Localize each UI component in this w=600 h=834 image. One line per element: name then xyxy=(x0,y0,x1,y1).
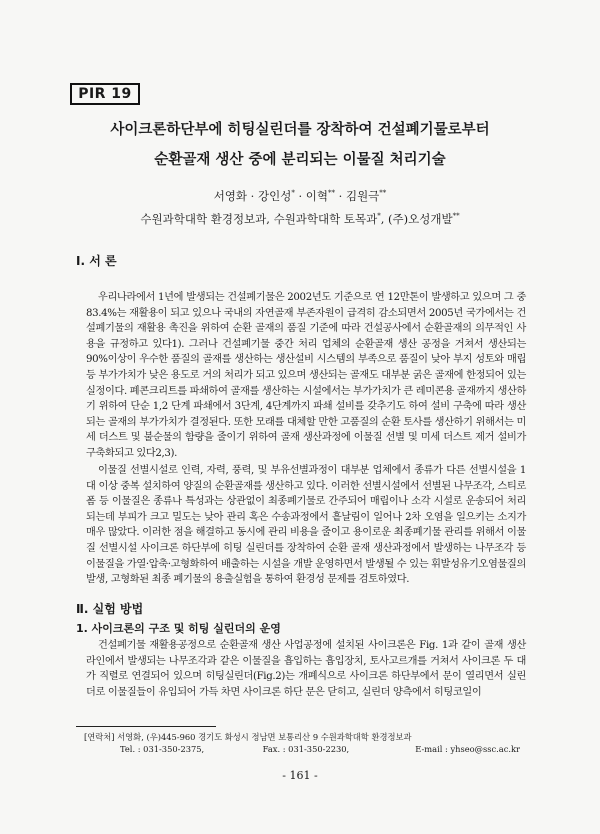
footnote-details xyxy=(120,744,520,754)
intro-paragraph-1: 우리나라에서 1년에 발생되는 건설폐기물은 2002년도 기준으로 연 12만톤이 발생하고 있으며 그 중 83.4%는 재활용이 되고 있으나 국내의 자연골재 부존자원이 급격히 감소되면서 2005년 국가에서는 건설폐기물의 재활용 촉진을 위하여 순환 골재의 품질 기준에 따라 건설공사에서 순환골재의 의무적인 사용을 규정하고 있다1). 그러나 건설폐기물 중간 처리 업체의 순환골재 생산 공정을 거쳐서 생산되는 90%이상이 우수한 품질의 골재를 생산하는 생산설비 시스템의 부족으로 품질이 낮아 부지 성토와 매립 등 부가가치가 낮은 용도로 거의 처리가 되고 있으며 생산되는 골재도 대부분 굵은 골재에 한정되어 있는 실정이다. 폐콘크리트를 파쇄하여 골재를 생산하는 시설에서는 부가가치가 큰 레미콘용 골재까지 생산하기 위하여 단순 1,2 단계 파쇄에서 3단계, 4단계까지 파쇄 설비를 갖추기도 하여 설비 구축에 따라 생산되는 골재의 부가가치가 결정된다. 또한 모래를 대체할 만한 고품질의 순환 토사를 생산하기 위해서는 미세 더스트 및 불순물의 함량을 줄이기 위하여 골재 생산과정에 이물질 선별 및 미세 더스트 제거 설비가 구축화되고 있다2,3). xyxy=(86,292,526,459)
method-subheading: 1. 사이크론의 구조 및 히팅 실린더의 운영 xyxy=(76,622,281,635)
intro-heading: Ⅰ. 서 론 xyxy=(76,254,117,268)
footnote-contact: [연락처] 서영화, (우)445-960 경기도 화성시 정남면 보통리산 9 수원과학대학 환경정보과 xyxy=(84,732,412,742)
footnote-fax: Fax. : 031-350-2230, xyxy=(262,744,350,754)
paper-id-tag: PIR 19 xyxy=(70,83,140,105)
footnote-email: E-mail : yhseo@ssc.ac.kr xyxy=(415,744,521,754)
page-number: - 161 - xyxy=(282,769,318,782)
affiliation: 수원과학대학 환경정보과, 수원과학대학 토목과*, (주)오성개발** xyxy=(140,212,460,226)
method-heading: Ⅱ. 실험 방법 xyxy=(76,602,144,616)
footnote-tel: Tel. : 031-350-2375, xyxy=(120,744,205,754)
title-line-1: 사이크론하단부에 히팅실린더를 장착하여 건설폐기물로부터 xyxy=(110,122,490,138)
authors: 서영화 · 강인성* · 이혁** · 김원극** xyxy=(213,189,387,203)
footnote-rule xyxy=(76,726,216,727)
method-paragraph-1: 건설폐기물 재활용공정으로 순환골재 생산 사업공정에 설치된 사이크론은 Fig. 1과 같이 골재 생산 라인에서 발생되는 나무조각과 같은 이물질을 흡입하는 흡입장치, 토사고르개를 거쳐서 사이크론 두 대가 직렬로 연결되어 있으며 히팅실린더(Fig.2)는 개폐식으로 사이크론 하단부에서 문이 열리면서 실린더로 이물질들이 유입되어 가득 차면 사이크론 하단 문은 닫히고, 실린더 양측에서 히팅코일이 xyxy=(86,640,526,698)
intro-paragraph-2: 이물질 선별시설로 인력, 자력, 풍력, 및 부유선별과정이 대부분 업체에서 종류가 다른 선별시설을 1대 이상 중복 설치하여 양질의 순환골재를 생산하고 있다. 이러한 선별시설에서 선별된 나무조각, 스티로폼 등 이물질은 종류나 특성과는 상관없이 최종폐기물로 간주되어 매립이나 소각 시설로 운송되어 처리되는데 부피가 크고 밀도는 낮아 관리 혹은 수송과정에서 흩날림이 일어나 2차 오염을 일으키는 소지가 매우 많았다. 이러한 점을 해결하고 동시에 관리 비용을 줄이고 용이로운 최종폐기물 관리를 위해서 이물질 선별시설 사이크론 하단부에 히팅 실린더를 장착하여 순환 골재 생산과정에서 발생하는 나무조각 등 이물질을 가열·압축·고형화하여 배출하는 시설을 개발 운영하면서 발생될 수 있는 휘발성유기오염물질의 발생, 고형화된 최종 폐기물의 용출실험을 통하여 환경성 문제를 검토하였다. xyxy=(86,465,526,586)
title-line-2: 순환골재 생산 중에 분리되는 이물질 처리기술 xyxy=(154,152,446,168)
